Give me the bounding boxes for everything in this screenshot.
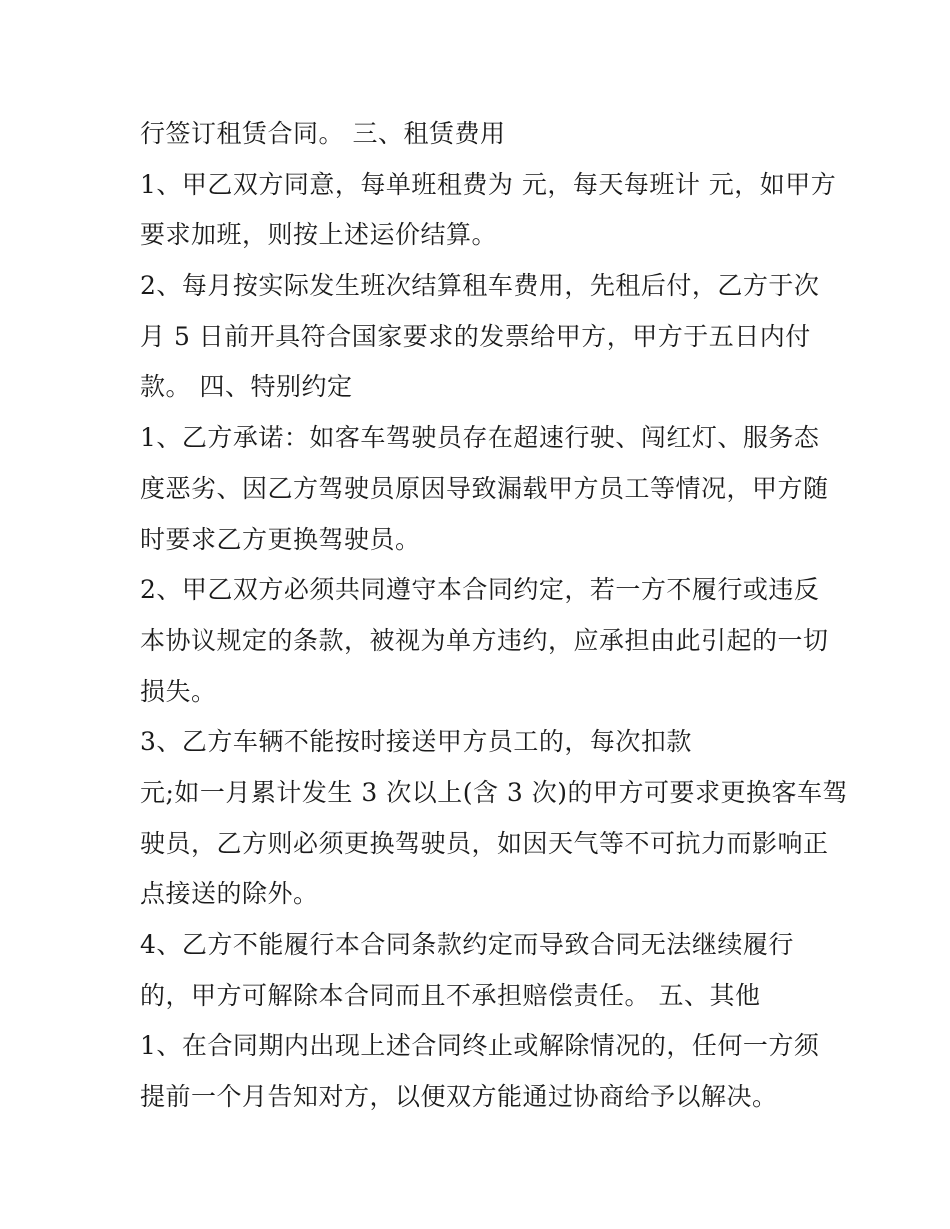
text-line: 要求加班，则按上述运价结算。	[140, 220, 498, 250]
text-line: 时要求乙方更换驾驶员。	[140, 524, 421, 554]
text-line: 2、甲乙双方必须共同遵守本合同约定，若一方不履行或违反	[140, 575, 820, 605]
text-line: 4、乙方不能履行本合同条款约定而导致合同无法继续履行	[140, 930, 794, 959]
text-line: 损失。	[140, 676, 217, 706]
text-line: 本协议规定的条款，被视为单方违约，应承担由此引起的一切	[140, 625, 829, 655]
text-line: 1、乙方承诺：如客车驾驶员存在超速行驶、闯红灯、服务态	[140, 423, 820, 453]
text-line: 款。 四、特别约定	[140, 372, 353, 402]
text-line: 2、每月按实际发生班次结算租车费用，先租后付，乙方于次	[140, 271, 820, 301]
text-line: 点接送的除外。	[140, 879, 319, 909]
text-line: 元;如一月累计发生 3 次以上(含 3 次)的甲方可要求更换客车驾	[140, 777, 849, 807]
text-line: 1、甲乙双方同意，每单班租费为 元，每天每班计 元，如甲方	[140, 169, 837, 199]
text-line: 度恶劣、因乙方驾驶员原因导致漏载甲方员工等情况，甲方随	[140, 473, 829, 503]
text-line: 月 5 日前开具符合国家要求的发票给甲方，甲方于五日内付	[140, 321, 811, 351]
text-line: 3、乙方车辆不能按时接送甲方员工的，每次扣款	[140, 727, 692, 757]
text-line: 1、在合同期内出现上述合同终止或解除情况的，任何一方须	[140, 1031, 820, 1061]
text-line: 行签订租赁合同。 三、租赁费用	[140, 119, 506, 148]
text-line: 的，甲方可解除本合同而且不承担赔偿责任。 五、其他	[140, 980, 761, 1010]
contract-text	[140, 109, 849, 1123]
text-line: 提前一个月告知对方，以便双方能通过协商给予以解决。	[140, 1082, 778, 1112]
text-line: 驶员，乙方则必须更换驾驶员，如因天气等不可抗力而影响正	[140, 828, 829, 858]
